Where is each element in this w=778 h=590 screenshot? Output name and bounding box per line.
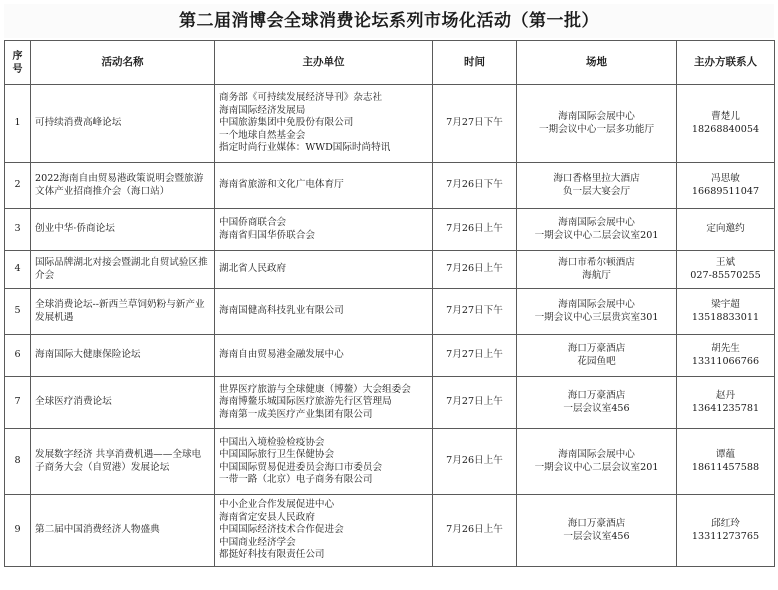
contact-line: 13518833011: [691, 311, 760, 323]
venue-cell: [517, 251, 677, 289]
organizer-cell: [215, 429, 433, 495]
activity-name: [31, 251, 215, 289]
organizer-line: 世界医疗旅游与全球健康（博鳌）大会组委会: [219, 383, 411, 395]
contact-cell: [677, 251, 775, 289]
organizer-line: 海南省归国华侨联合会: [219, 229, 315, 241]
table-body: [5, 85, 775, 567]
venue-line: 一层会议室456: [563, 402, 630, 414]
activity-name-text: 国际品牌湖北对接会暨湖北自贸试验区推介会: [35, 257, 208, 281]
venue-line: 海南国际会展中心: [558, 217, 635, 229]
header-organizer: 主办单位: [215, 41, 433, 85]
activity-name-text: 2022海南自由贸易港政策说明会暨旅游文体产业招商推介会（海口站）: [35, 173, 204, 197]
table-row: [5, 209, 775, 251]
organizer-line: 海南国际经济发展局: [219, 104, 306, 116]
organizer-line: 都挺好科技有限责任公司: [219, 549, 325, 561]
header-seq-line: 序: [12, 50, 23, 62]
venue-line: 海南国际会展中心: [558, 111, 635, 123]
header-seq: [5, 41, 31, 85]
organizer-line: 商务部《可持续发展经济导刊》杂志社: [219, 92, 383, 104]
organizer-line: 中国商业经济学会: [219, 536, 296, 548]
event-time: 7月27日上午: [433, 377, 517, 429]
contact-line: 13641235781: [691, 402, 760, 414]
organizer-cell: [215, 495, 433, 567]
activity-name-text: 海南国际大健康保险论坛: [35, 349, 141, 361]
activity-name: [31, 377, 215, 429]
venue-line: 海口香格里拉大酒店: [553, 173, 640, 185]
contact-line: 曹楚儿: [711, 111, 740, 123]
venue-line: 一期会议中心二层会议室201: [534, 229, 659, 241]
contact-line: 梁宇超: [711, 299, 740, 311]
event-time: 7月26日下午: [433, 163, 517, 209]
contact-cell: [677, 335, 775, 377]
activity-name-text: 可持续消费高峰论坛: [35, 117, 122, 129]
activity-name: [31, 163, 215, 209]
contact-line: 13311066766: [691, 355, 760, 367]
table-row: [5, 377, 775, 429]
event-time: 7月27日下午: [433, 289, 517, 335]
organizer-line: 中国国际贸易促进委员会海口市委员会: [219, 461, 383, 473]
activity-name-text: 全球医疗消费论坛: [35, 396, 112, 408]
activity-name-text: 创业中华·侨商论坛: [35, 223, 115, 235]
organizer-line: 一个地球自然基金会: [219, 129, 306, 141]
row-seq: 7: [5, 377, 31, 429]
table-row: [5, 429, 775, 495]
table-row: [5, 495, 775, 567]
event-time: 7月26日上午: [433, 495, 517, 567]
organizer-cell: [215, 209, 433, 251]
venue-line: 负一层大宴会厅: [562, 185, 631, 197]
row-seq: 1: [5, 85, 31, 163]
event-time: 7月26日上午: [433, 429, 517, 495]
organizer-cell: [215, 289, 433, 335]
contact-line: 13311273765: [691, 530, 760, 542]
organizer-line: 海南省定安县人民政府: [219, 511, 315, 523]
header-time: 时间: [433, 41, 517, 85]
organizer-cell: [215, 377, 433, 429]
organizer-line: 中国国际旅行卫生保健协会: [219, 449, 335, 461]
organizer-line: 中国侨商联合会: [219, 217, 287, 229]
venue-line: 一期会议中心三层贵宾室301: [534, 311, 659, 323]
contact-cell: [677, 429, 775, 495]
header-activity-name: 活动名称: [31, 41, 215, 85]
event-time: 7月27日上午: [433, 335, 517, 377]
venue-cell: [517, 85, 677, 163]
row-seq: 5: [5, 289, 31, 335]
venue-cell: [517, 429, 677, 495]
activity-name-text: 第二届中国消费经济人物盛典: [35, 524, 160, 536]
contact-cell: [677, 85, 775, 163]
organizer-line: 中国出入境检验检疫协会: [219, 436, 325, 448]
venue-line: 海南国际会展中心: [558, 449, 635, 461]
event-time: 7月26日上午: [433, 251, 517, 289]
organizer-line: 中国旅游集团中免股份有限公司: [219, 117, 354, 129]
organizer-cell: [215, 85, 433, 163]
contact-line: 邱红玲: [711, 518, 740, 530]
activity-name: [31, 495, 215, 567]
table-header-row: [5, 41, 775, 85]
contact-line: 027-85570255: [690, 269, 761, 281]
header-contact: 主办方联系人: [677, 41, 775, 85]
table-row: [5, 85, 775, 163]
organizer-line: 湖北省人民政府: [219, 263, 287, 275]
organizer-cell: [215, 335, 433, 377]
contact-line: 王斌: [715, 257, 736, 269]
activity-name: [31, 335, 215, 377]
activity-name-text: 全球消费论坛--新西兰草饲奶粉与新产业发展机遇: [35, 299, 205, 323]
contact-line: 定向邀约: [706, 223, 745, 235]
venue-line: 海口万豪酒店: [567, 518, 626, 530]
table-row: [5, 335, 775, 377]
row-seq: 6: [5, 335, 31, 377]
venue-line: 海航厅: [582, 269, 611, 281]
contact-cell: [677, 495, 775, 567]
row-seq: 2: [5, 163, 31, 209]
venue-cell: [517, 335, 677, 377]
venue-line: 海口市希尔顿酒店: [558, 257, 635, 269]
venue-line: 一期会议中心一层多功能厅: [538, 123, 655, 135]
contact-line: 赵丹: [715, 390, 736, 402]
venue-line: 一层会议室456: [563, 530, 630, 542]
contact-line: 胡先生: [711, 343, 740, 355]
organizer-line: 一带一路（北京）电子商务有限公司: [219, 473, 373, 485]
organizer-line: 中小企业合作发展促进中心: [219, 499, 335, 511]
venue-line: 一期会议中心二层会议室201: [534, 461, 659, 473]
row-seq: 8: [5, 429, 31, 495]
header-seq-line: 号: [12, 63, 23, 75]
venue-line: 海口万豪酒店: [567, 390, 626, 402]
organizer-line: 海南第一成美医疗产业集团有限公司: [219, 408, 373, 420]
table-row: [5, 289, 775, 335]
organizer-line: 海南自由贸易港金融发展中心: [219, 349, 344, 361]
activity-name: [31, 429, 215, 495]
contact-line: 18268840054: [691, 123, 760, 135]
page-title: 第二届消博会全球消费论坛系列市场化活动（第一批）: [4, 4, 774, 38]
venue-cell: [517, 495, 677, 567]
activity-name: [31, 209, 215, 251]
activity-name: [31, 289, 215, 335]
contact-line: 16689511047: [691, 185, 760, 197]
header-venue: 场地: [517, 41, 677, 85]
organizer-line: 海南博鳌乐城国际医疗旅游先行区管理局: [219, 396, 392, 408]
table-row: [5, 163, 775, 209]
organizer-line: 中国国际经济技术合作促进会: [219, 524, 344, 536]
activity-name: [31, 85, 215, 163]
row-seq: 4: [5, 251, 31, 289]
contact-line: 18611457588: [691, 461, 760, 473]
contact-line: 谭蕴: [715, 449, 736, 461]
contact-line: 冯思敏: [711, 173, 740, 185]
contact-cell: [677, 377, 775, 429]
organizer-cell: [215, 163, 433, 209]
venue-line: 花园鱼吧: [577, 355, 616, 367]
activities-table: [4, 40, 775, 567]
event-time: 7月26日上午: [433, 209, 517, 251]
organizer-line: 海南国健高科技乳业有限公司: [219, 305, 344, 317]
venue-cell: [517, 289, 677, 335]
contact-cell: [677, 289, 775, 335]
venue-cell: [517, 377, 677, 429]
organizer-line: 指定时尚行业媒体：WWD国际时尚特讯: [219, 142, 391, 154]
row-seq: 3: [5, 209, 31, 251]
contact-cell: [677, 209, 775, 251]
venue-cell: [517, 163, 677, 209]
venue-line: 海口万豪酒店: [567, 343, 626, 355]
organizer-line: 海南省旅游和文化广电体育厅: [219, 179, 344, 191]
contact-cell: [677, 163, 775, 209]
row-seq: 9: [5, 495, 31, 567]
table-row: [5, 251, 775, 289]
event-time: 7月27日下午: [433, 85, 517, 163]
venue-line: 海南国际会展中心: [558, 299, 635, 311]
organizer-cell: [215, 251, 433, 289]
activity-name-text: 发展数字经济 共享消费机遇——全球电子商务大会（自贸港）发展论坛: [35, 449, 202, 473]
venue-cell: [517, 209, 677, 251]
